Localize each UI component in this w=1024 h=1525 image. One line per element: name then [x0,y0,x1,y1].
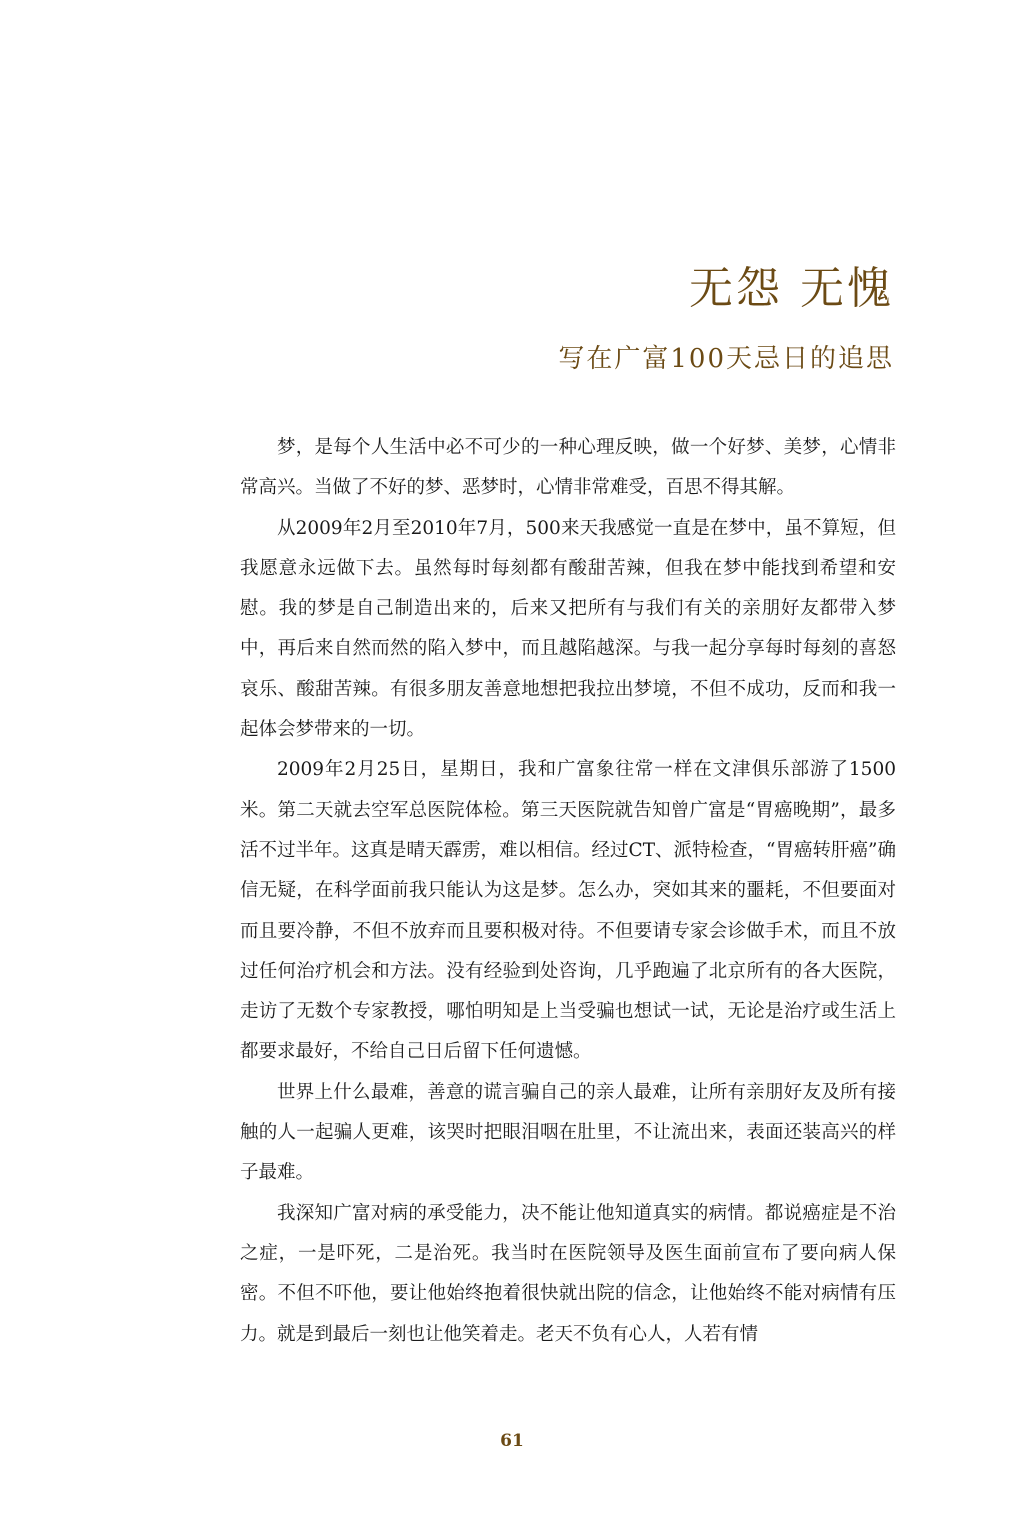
paragraph: 梦，是每个人生活中必不可少的一种心理反映，做一个好梦、美梦，心情非常高兴。当做了不好的梦、恶梦时，心情非常难受，百思不得其解。 [240,437,896,499]
article-subtitle: 写在广富100天忌日的追思 [558,344,894,374]
article-title: 无怨 无愧 [689,263,894,314]
paragraph: 世界上什么最难，善意的谎言骗自己的亲人最难，让所有亲朋好友及所有接触的人一起骗人更难，该哭时把眼泪咽在肚里，不让流出来，表面还装高兴的样子最难。 [240,1081,896,1184]
article-body [240,428,896,1355]
paragraph: 2009年2月25日，星期日，我和广富象往常一样在文津俱乐部游了1500米。第二天就去空军总医院体检。第三天医院就告知曾广富是“胃癌晚期”，最多活不过半年。这真是晴天霹雳，难以相信。经过CT、派特检查，“胃癌转肝癌”确信无疑，在科学面前我只能认为这是梦。怎么办，突如其来的噩耗，不但要面对而且要冷静，不但不放弃而且要积极对待。不但要请专家会诊做手术，而且不放过任何治疗机会和方法。没有经验到处咨询，几乎跑遍了北京所有的各大医院，走访了无数个专家教授，哪怕明知是上当受骗也想试一试，无论是治疗或生活上都要求最好，不给自己日后留下任何遗憾。 [240,759,896,1063]
paragraph: 从2009年2月至2010年7月，500来天我感觉一直是在梦中，虽不算短，但我愿意永远做下去。虽然每时每刻都有酸甜苦辣，但我在梦中能找到希望和安慰。我的梦是自己制造出来的，后来又把所有与我们有关的亲朋好友都带入梦中，再后来自然而然的陷入梦中，而且越陷越深。与我一起分享每时每刻的喜怒哀乐、酸甜苦辣。有很多朋友善意地想把我拉出梦境，不但不成功，反而和我一起体会梦带来的一切。 [240,517,896,741]
page-number: 61 [500,1431,524,1451]
paragraph: 我深知广富对病的承受能力，决不能让他知道真实的病情。都说癌症是不治之症，一是吓死，二是治死。我当时在医院领导及医生面前宣布了要向病人保密。不但不吓他，要让他始终抱着很快就出院的信念，让他始终不能对病情有压力。就是到最后一刻也让他笑着走。老天不负有心人，人若有情 [240,1202,896,1345]
